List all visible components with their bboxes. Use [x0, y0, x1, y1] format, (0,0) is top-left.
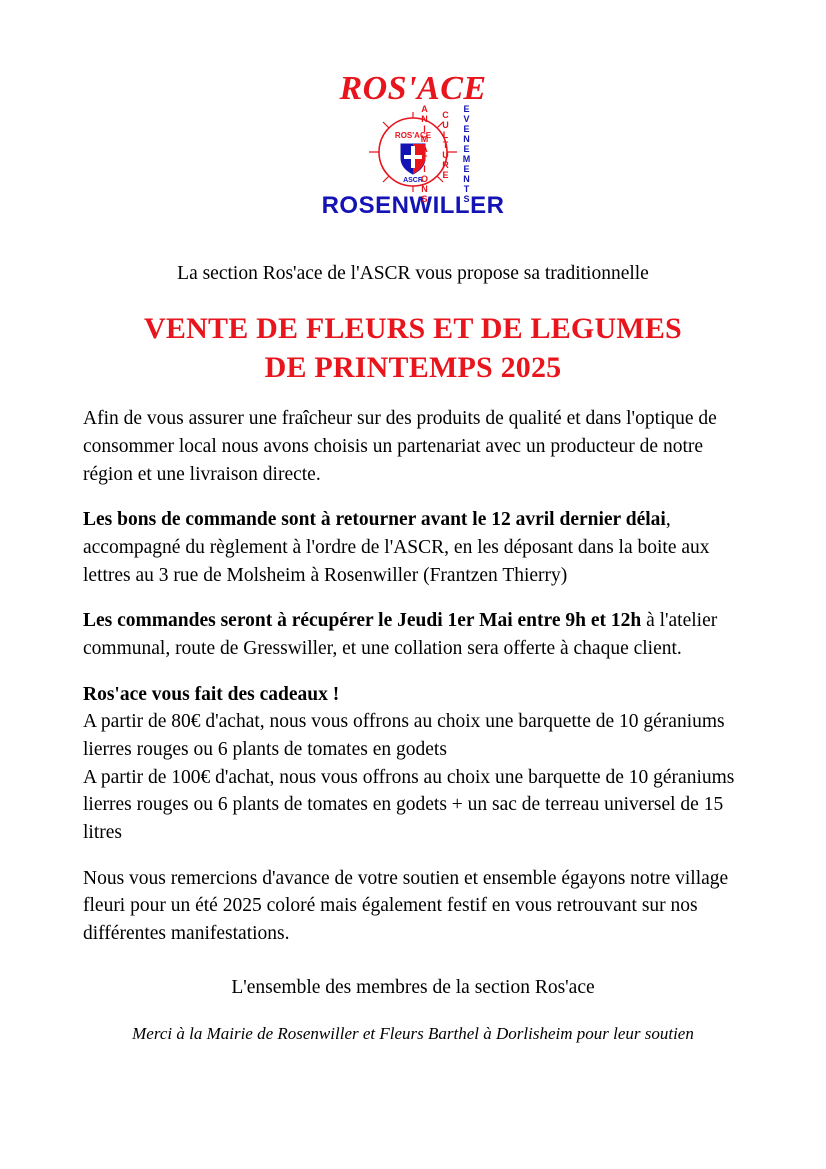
svg-text:ASCR: ASCR [403, 177, 423, 184]
gifts-title [83, 681, 743, 709]
gifts-title-text: Ros'ace vous fait des cadeaux ! [83, 683, 340, 705]
paragraph-pickup [83, 607, 743, 662]
intro-line: La section Ros'ace de l'ASCR vous propose sa traditionnelle [177, 263, 649, 284]
paragraph-freshness: Afin de vous assurer une fraîcheur sur des produits de qualité et dans l'optique de consommer local nous avons choisis un partenariat avec un producteur de notre région et une livraison directe. [83, 408, 717, 485]
headline-line-1: VENTE DE FLEURS ET DE LEGUMES [144, 312, 682, 346]
vertical-word-evenements: EVENEMENTS [461, 104, 472, 204]
order-deadline-bold: Les bons de commande sont à retourner avant le 12 avril dernier délai [83, 509, 666, 531]
svg-text:ROS'ACE: ROS'ACE [394, 131, 432, 140]
pickup-bold: Les commandes seront à récupérer le Jeudi 1er Mai entre 9h et 12h [83, 610, 642, 632]
vertical-word-culture: CULTURE [440, 110, 451, 180]
vertical-word-animations: ANIMATIONS [419, 104, 430, 204]
acknowledgement-line: Merci à la Mairie de Rosenwiller et Fleurs Barthel à Dorlisheim pour leur soutien [132, 1023, 694, 1043]
paragraph-thanks-support: Nous vous remercions d'avance de votre soutien et ensemble égayons notre village fleuri pour un été 2025 coloré mais également festif en vous retrouvant sur nos différentes manifestations. [83, 867, 729, 945]
headline [83, 310, 743, 387]
headline-line-2: DE PRINTEMPS 2025 [264, 350, 562, 384]
order-deadline-rest: , accompagné du règlement à l'ordre de l'ASCR, en les déposant dans la boite aux lettres au 3 rue de Molsheim à Rosenwiller (Frantzen Thierry) [83, 509, 710, 586]
logo-title: ROS'ACE [339, 70, 487, 107]
logo-vertical-words [293, 102, 533, 204]
logo-block [293, 0, 533, 218]
paragraph-order-deadline [83, 506, 743, 589]
pickup-rest: à l'atelier communal, route de Gresswiller, et une collation sera offerte à chaque client. [83, 610, 718, 659]
logo-subtitle: ROSENWILLER [321, 192, 505, 219]
logo-emblem-row [293, 104, 533, 204]
gifts-line-2: A partir de 100€ d'achat, nous vous offrons au choix une barquette de 10 géraniums lierres rouges ou 6 plants de tomates en godets + un sac de terreau universel de 15 litres [83, 766, 735, 844]
document-content [83, 218, 743, 1044]
gifts-section [83, 681, 743, 847]
gifts-line-1: A partir de 80€ d'achat, nous vous offrons au choix une barquette de 10 géraniums lierres rouges ou 6 plants de tomates en godets [83, 711, 725, 761]
signature-line: L'ensemble des membres de la section Ros'ace [231, 976, 595, 998]
